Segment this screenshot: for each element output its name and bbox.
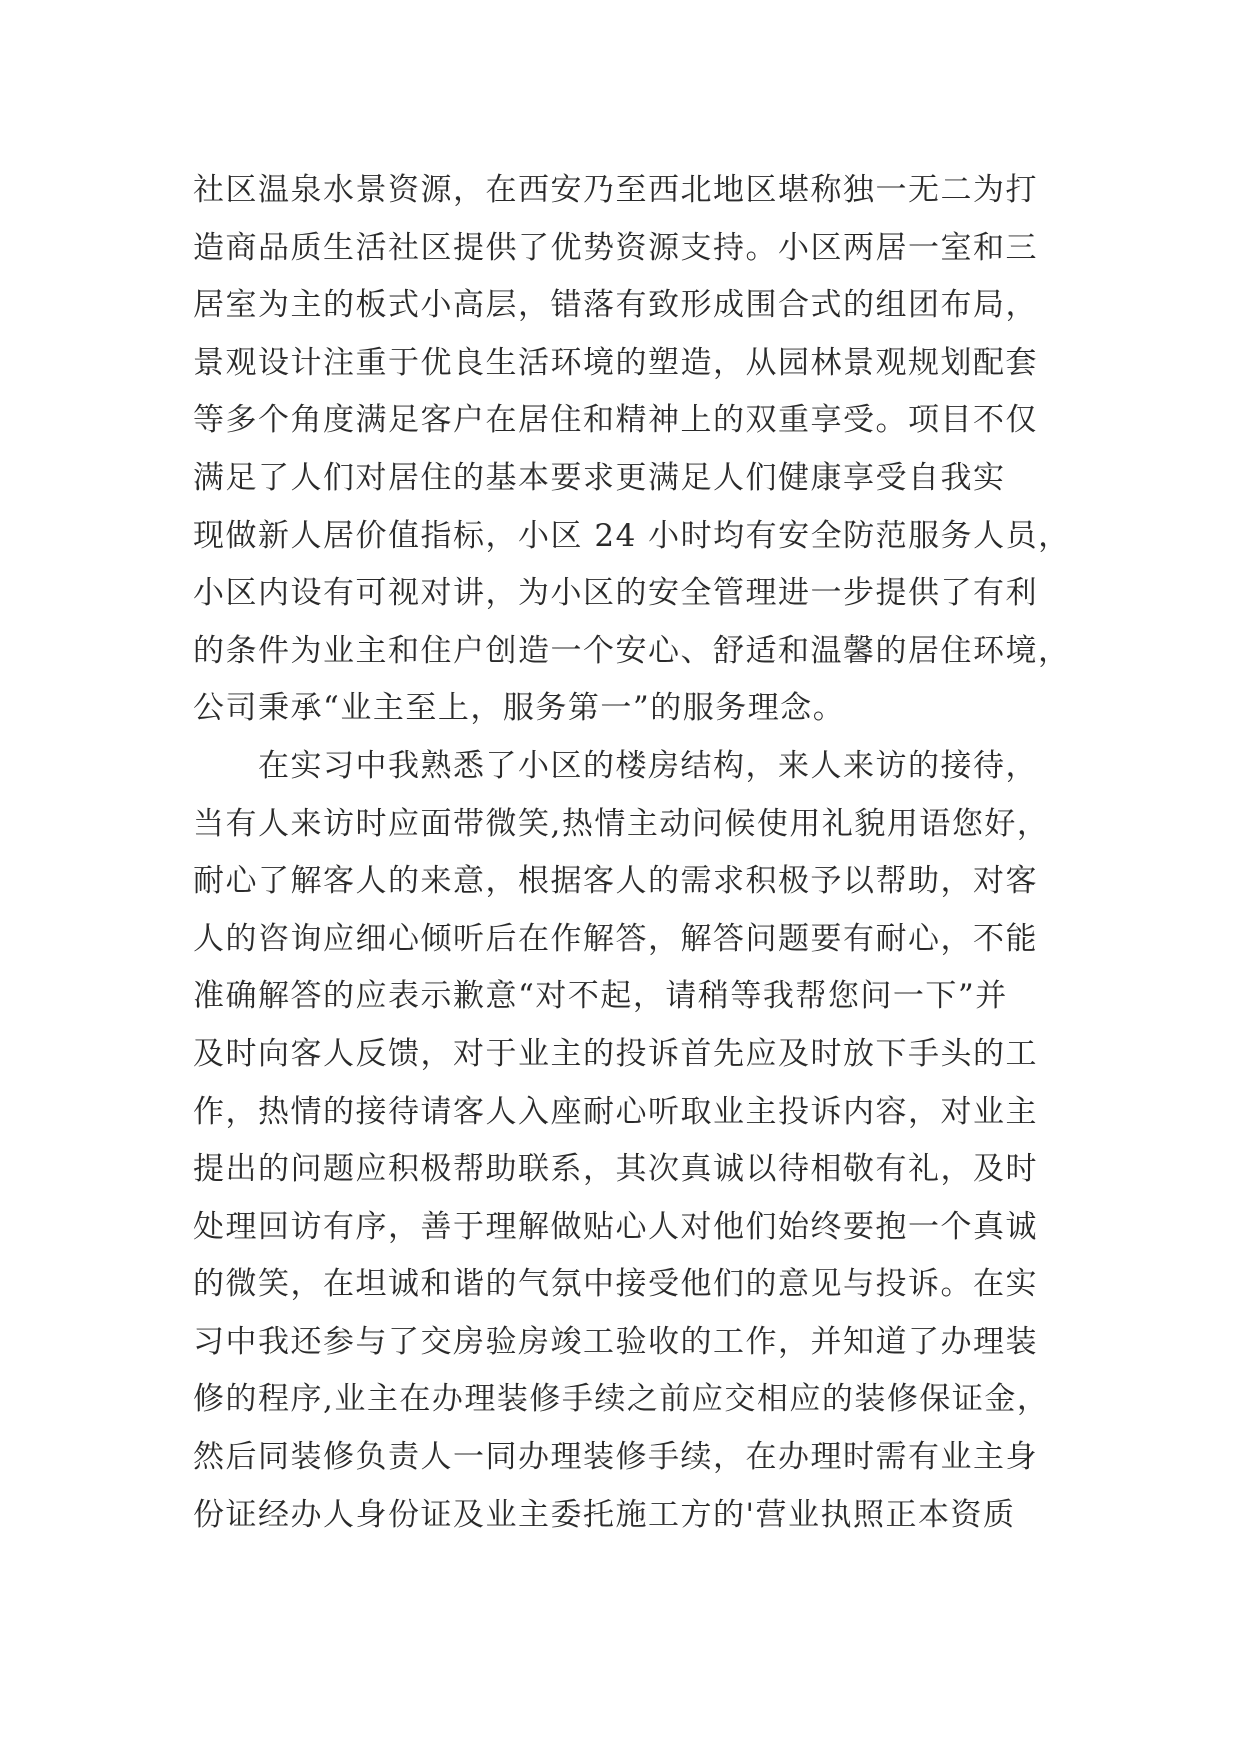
text-line: 现做新人居价值指标，小区 24 小时均有安全防范服务人员， bbox=[193, 517, 1071, 554]
text-line: 然后同装修负责人一同办理装修手续，在办理时需有业主身 bbox=[193, 1439, 1038, 1476]
body-text bbox=[193, 162, 1073, 1544]
text-line: 在实习中我熟悉了小区的楼房结构，来人来访的接待， bbox=[193, 747, 1038, 784]
text-line: 提出的问题应积极帮助联系，其次真诚以待相敬有礼，及时 bbox=[193, 1151, 1038, 1188]
text-line: 景观设计注重于优良生活环境的塑造，从园林景观规划配套 bbox=[193, 344, 1038, 381]
text-line: 耐心了解客人的来意，根据客人的需求积极予以帮助，对客 bbox=[193, 863, 1038, 900]
text-line: 人的咨询应细心倾听后在作解答，解答问题要有耐心，不能 bbox=[193, 920, 1038, 957]
text-line: 作，热情的接待请客人入座耐心听取业主投诉内容，对业主 bbox=[193, 1093, 1038, 1130]
text-line: 的微笑，在坦诚和谐的气氛中接受他们的意见与投诉。在实 bbox=[193, 1266, 1038, 1303]
text-line: 公司秉承“业主至上，服务第一”的服务理念。 bbox=[193, 690, 846, 727]
text-line: 处理回访有序，善于理解做贴心人对他们始终要抱一个真诚 bbox=[193, 1208, 1038, 1245]
text-line: 习中我还参与了交房验房竣工验收的工作，并知道了办理装 bbox=[193, 1323, 1038, 1360]
text-line: 满足了人们对居住的基本要求更满足人们健康享受自我实 bbox=[193, 459, 1006, 496]
text-line: 的条件为业主和住户创造一个安心、舒适和温馨的居住环境， bbox=[193, 632, 1071, 669]
text-line: 份证经办人身份证及业主委托施工方的'营业执照正本资质 bbox=[193, 1496, 1016, 1533]
text-line: 当有人来访时应面带微笑,热情主动问候使用礼貌用语您好， bbox=[193, 805, 1050, 842]
text-line: 小区内设有可视对讲，为小区的安全管理进一步提供了有利 bbox=[193, 575, 1038, 612]
text-line: 及时向客人反馈，对于业主的投诉首先应及时放下手头的工 bbox=[193, 1035, 1038, 1072]
text-line: 造商品质生活社区提供了优势资源支持。小区两居一室和三 bbox=[193, 229, 1038, 266]
text-line: 居室为主的板式小高层，错落有致形成围合式的组团布局， bbox=[193, 287, 1038, 324]
text-line: 修的程序,业主在办理装修手续之前应交相应的装修保证金， bbox=[193, 1381, 1050, 1418]
text-line: 等多个角度满足客户在居住和精神上的双重享受。项目不仅 bbox=[193, 402, 1038, 439]
text-line: 准确解答的应表示歉意“对不起，请稍等我帮您问一下”并 bbox=[193, 978, 1008, 1015]
text-line: 社区温泉水景资源，在西安乃至西北地区堪称独一无二为打 bbox=[193, 172, 1038, 208]
